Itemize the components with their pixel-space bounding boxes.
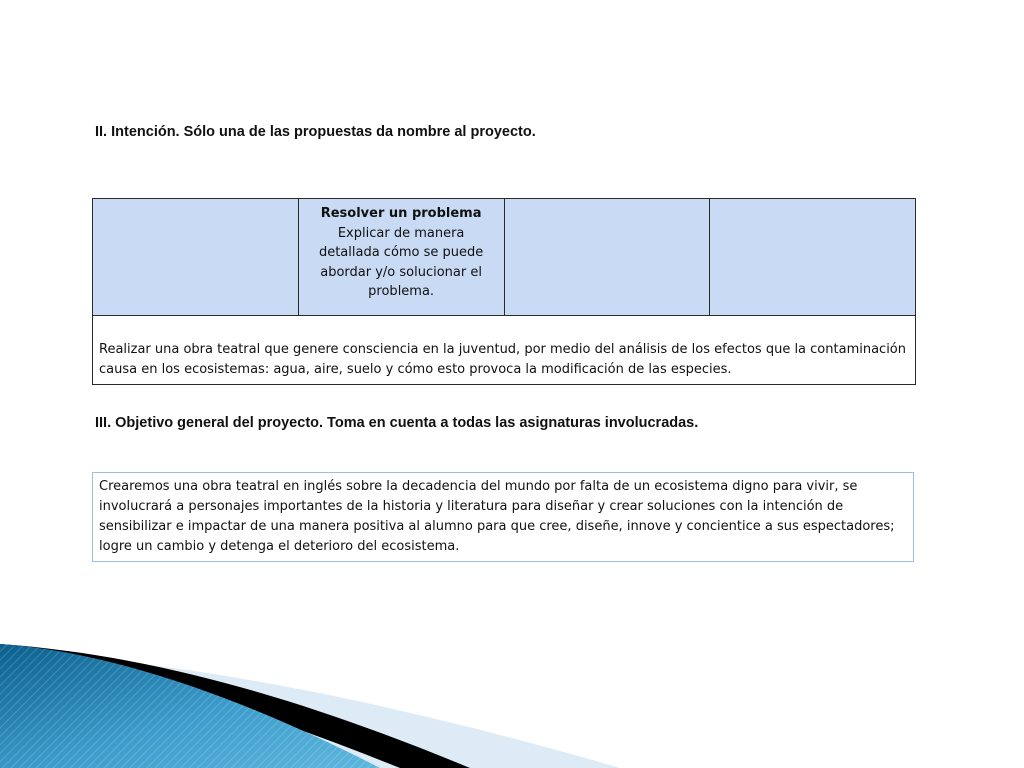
option-body: Explicar de manera detallada cómo se puede abordar y/o solucionar el problema. <box>318 225 484 299</box>
option-cell-3 <box>504 199 710 316</box>
option-cell-1 <box>93 199 299 316</box>
section-heading-objetivo: III. Objetivo general del proyecto. Toma en cuenta a todas las asignaturas involucradas. <box>95 415 699 431</box>
intention-table <box>92 198 916 385</box>
option-cell-4 <box>710 199 916 316</box>
option-title: Resolver un problema <box>320 206 482 221</box>
section-heading-intencion: II. Intención. Sólo una de las propuestas da nombre al proyecto. <box>95 124 536 140</box>
description-row <box>93 316 916 385</box>
intention-description: Realizar una obra teatral que genere consciencia en la juventud, por medio del análisis de los efectos que la contaminación causa en los ecosistemas: agua, aire, suelo y cómo esto provoca la modificación de las especies. <box>93 316 916 385</box>
decorative-corner-wave <box>0 600 620 768</box>
options-row <box>93 199 916 316</box>
objective-text-box: Crearemos una obra teatral en inglés sobre la decadencia del mundo por falta de un ecosistema digno para vivir, se involucrará a personajes importantes de la historia y literatura para diseñar y crear soluciones con la intención de sensibilizar e impactar de una manera positiva al alumno para que cree, diseñe, innove y concientice a sus espectadores; logre un cambio y detenga el deterioro del ecosistema. <box>92 472 914 562</box>
option-cell-2 <box>298 199 504 316</box>
